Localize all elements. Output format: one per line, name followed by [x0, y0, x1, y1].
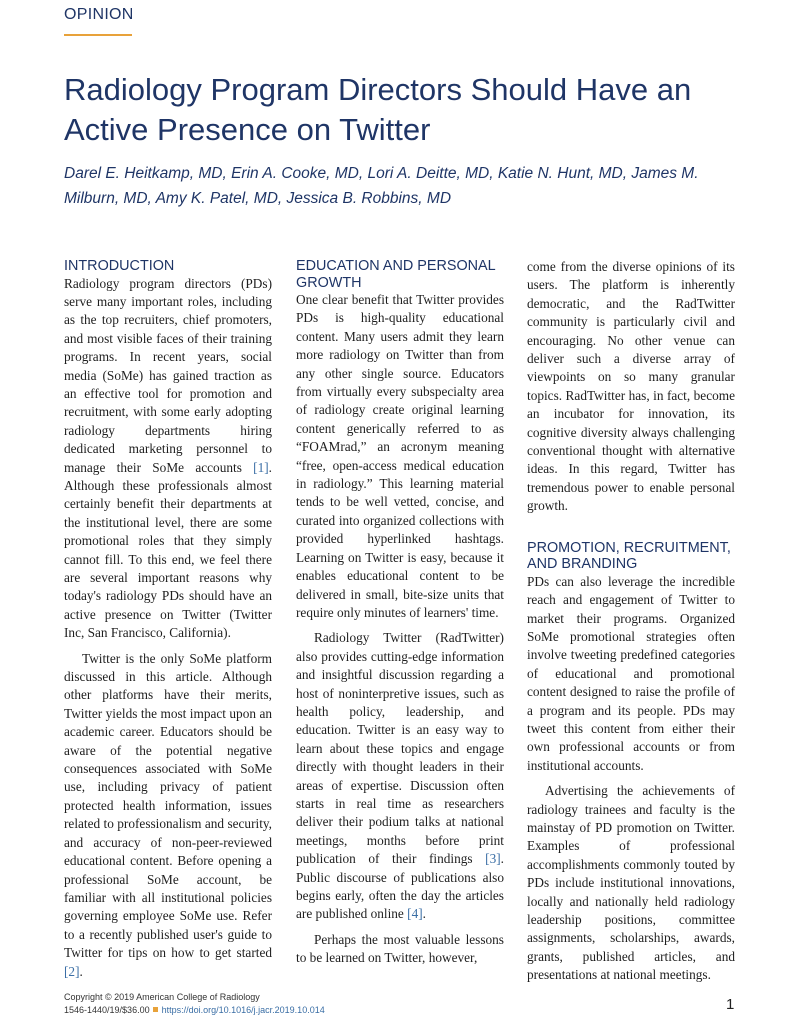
paragraph	[64, 650, 272, 981]
heading-introduction: INTRODUCTION	[64, 258, 175, 274]
text-run: .	[79, 963, 83, 979]
footer	[64, 991, 325, 1017]
column-1	[64, 258, 272, 981]
column-2	[296, 258, 504, 968]
text-run: Twitter is the only SoMe platform discussed in this article. Although other platforms have their merits, Twitter yields the most impact upon an academic career. Educators should be aware of the potential negative consequences associated with SoMe use, including privacy of patient protected health information, issues related to professionalism and security, and accuracy of non-peer-reviewed educational content. Before opening a professional SoMe account, be familiar with all institutional policies governing employee SoMe use. Refer to a recently published user's guide to Twitter for tips on how to get started	[64, 650, 272, 961]
heading-promotion: PROMOTION, RECRUITMENT, AND BRANDING	[527, 539, 731, 573]
bullet-square-icon	[153, 1007, 158, 1012]
citation-link[interactable]: [3]	[485, 851, 501, 867]
text-run: Radiology Twitter (RadTwitter) also provides cutting-edge information and insightful discussion regarding a host of noninterpretive issues, such as health policy, leadership, and education. Twitter is an easy way to learn about these topics and engage directly with thought leaders in their areas of expertise. Discussion often starts in real time as researchers deliver their podium talks at national meetings, months before print publication of their findings	[296, 630, 504, 867]
citation-link[interactable]: [1]	[253, 459, 269, 475]
article-title: Radiology Program Directors Should Have an Active Presence on Twitter	[64, 72, 692, 147]
author-list: Darel E. Heitkamp, MD, Erin A. Cooke, MD, Lori A. Deitte, MD, Katie N. Hunt, MD, James M. Milburn, MD, Amy K. Patel, MD, Jessica B. Robbins, MD	[64, 165, 699, 207]
doi-link[interactable]: https://doi.org/10.1016/j.jacr.2019.10.014	[161, 1005, 325, 1015]
paragraph: Advertising the achievements of radiology trainees and faculty is the mainstay of PD promotion on Twitter. Examples of professional accomplishments commonly touted by PDs include institutional innovations, locally and nationally held radiology leadership positions, committee assignments, scholarships, awards, grants, published articles, and presentations at national meetings.	[527, 783, 735, 983]
text-run: Radiology program directors (PDs) serve many important roles, including as the top recruiters, chief promoters, and most visible faces of their training programs. In recent years, social media (SoMe) has gained traction as an effective tool for promotion and recruitment, with some early adopting radiology departments hiring dedicated marketing personnel to manage their SoMe accounts	[64, 275, 272, 475]
paragraph	[296, 629, 504, 924]
copyright-line: Copyright © 2019 American College of Radiology	[64, 992, 260, 1002]
issn-doi-line	[64, 1004, 325, 1017]
section-tag-underline	[64, 34, 132, 36]
paragraph: One clear benefit that Twitter provides PDs is high-quality educational content. Many users admit they learn more radiology on Twitter than from any other single source. Educators from virtually every subspecialty area of radiology create original learning content generically referred to as “FOAMrad,” an acronym meaning “free, open-access medical education in radiology.” This learning material tends to be well vetted, concise, and curated into organized collections with provided hyperlinked hashtags. Learning on Twitter is easy, because it enables educational content to be delivered in small, bite-size units that require only minutes of learners' time.	[296, 292, 504, 620]
text-run: . Although these professionals almost certainly benefit their departments at the institutional level, there are some promotional roles that they simply cannot fill. To this end, we feel there are several important reasons why today's radiology PDs should have an active presence on Twitter (Twitter Inc, San Francisco, California).	[64, 459, 272, 641]
citation-link[interactable]: [2]	[64, 963, 80, 979]
text-run: .	[422, 906, 426, 922]
page-number: 1	[726, 996, 735, 1013]
paragraph	[64, 275, 272, 643]
section-tag: OPINION	[64, 6, 134, 23]
column-3	[527, 258, 735, 985]
citation-link[interactable]: [4]	[407, 906, 423, 922]
paragraph: PDs can also leverage the incredible reach and engagement of Twitter to market their programs. Organized SoMe promotional strategies often involve tweeting predefined categories of educational and promotional content designed to raise the profile of a program and its people. PDs may tweet this content from either their own professional accounts or from institutional accounts.	[527, 573, 735, 773]
paragraph: come from the diverse opinions of its users. The platform is inherently democratic, and the RadTwitter community is particularly civil and encouraging. No other venue can deliver such a diverse array of viewpoints on so many granular topics. RadTwitter has, in fact, become an incubator for innovation, its cognitive diversity always challenging conventional thought with alternative ideas. In this regard, Twitter has tremendous power to enable personal growth.	[527, 259, 735, 514]
heading-education: EDUCATION AND PERSONAL GROWTH	[296, 258, 496, 291]
text-run: . Public discourse of publications also begins early, often the day the articles are published online	[296, 851, 504, 922]
paragraph: Perhaps the most valuable lessons to be learned on Twitter, however,	[296, 931, 504, 966]
issn: 1546-1440/19/$36.00	[64, 1005, 150, 1015]
